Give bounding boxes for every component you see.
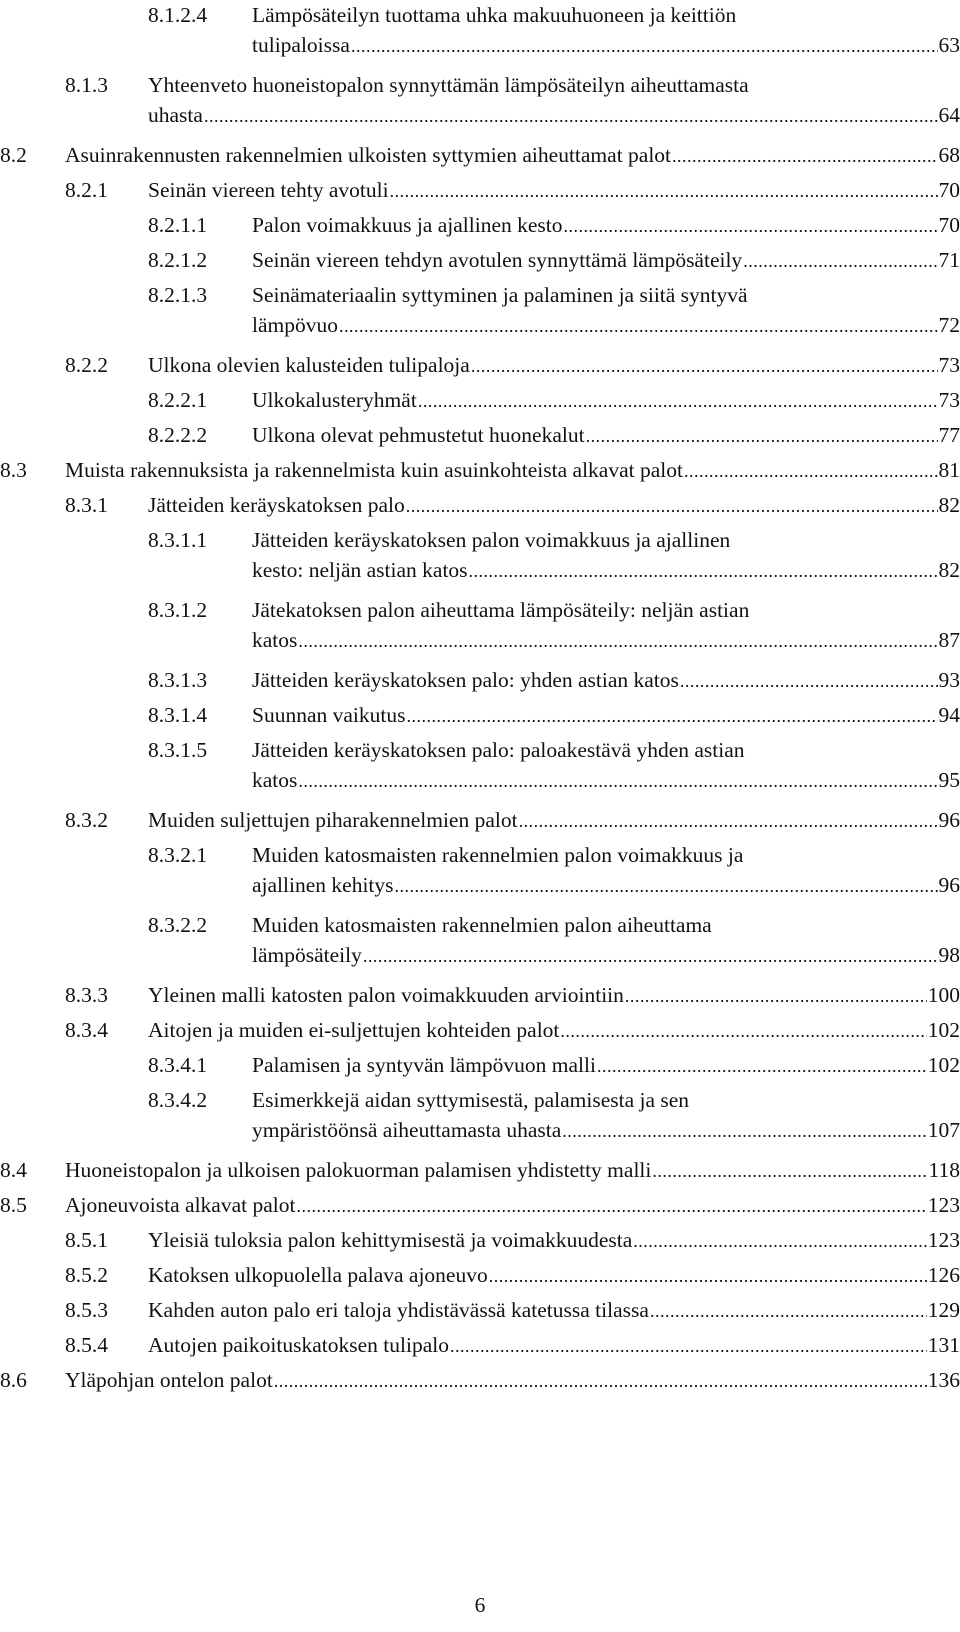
toc-entry-title-line	[252, 840, 960, 870]
toc-dot-leader	[560, 1016, 926, 1046]
toc-dot-leader	[562, 1116, 926, 1146]
toc-entry-number: 8.3.2.1	[148, 843, 208, 867]
toc-entry-line	[148, 1295, 960, 1326]
toc-entry-title: Kahden auton palo eri taloja yhdistävässä katetussa tilassa	[148, 1298, 649, 1322]
toc-page-number: 96	[938, 873, 960, 897]
toc-entry-title-line	[252, 1085, 960, 1115]
toc-entry-number: 8.5.4	[65, 1333, 108, 1357]
toc-page-number: 81	[938, 458, 960, 482]
toc-entry-title: Katoksen ulkopuolella palava ajoneuvo	[148, 1263, 488, 1287]
toc-page-number: 123	[927, 1193, 960, 1217]
toc-page-number: 73	[938, 388, 960, 412]
toc-page-number: 93	[938, 668, 960, 692]
toc-entry-number: 8.3.1	[65, 493, 108, 517]
toc-entry-number: 8.2.1.1	[148, 213, 208, 237]
toc-entry-number: 8.2.2.2	[148, 423, 208, 447]
toc-dot-leader	[298, 766, 937, 796]
toc-entry-leader-line	[148, 100, 960, 131]
toc-entry-title-continued: katos	[252, 768, 298, 792]
toc-dot-leader	[471, 351, 938, 381]
toc-page-number: 82	[938, 493, 960, 517]
toc-entry-title: Muista rakennuksista ja rakennelmista kuin asuinkohteista alkavat palot	[65, 458, 683, 482]
toc-entry-title: Yhteenveto huoneistopalon synnyttämän lämpösäteilyn aiheuttamasta	[148, 73, 749, 97]
toc-entry-line	[252, 420, 960, 451]
toc-entry-number: 8.3.1.3	[148, 668, 208, 692]
toc-dot-leader	[743, 246, 937, 276]
toc-dot-leader	[450, 1331, 927, 1361]
toc-entry-number: 8.5.2	[65, 1263, 108, 1287]
toc-entry-leader-line	[252, 1115, 960, 1146]
toc-dot-leader	[296, 1191, 926, 1221]
toc-entry[interactable]	[0, 70, 960, 130]
toc-entry-title: Muiden katosmaisten rakennelmien palon voimakkuus ja	[252, 843, 744, 867]
toc-entry-title-continued: uhasta	[148, 103, 203, 127]
toc-entry-line	[148, 175, 960, 206]
toc-entry-leader-line	[252, 310, 960, 341]
toc-entry-number: 8.3.1.1	[148, 528, 208, 552]
toc-entry-title: Aitojen ja muiden ei-suljettujen kohteiden palot	[148, 1018, 560, 1042]
toc-entry-title: Jätteiden keräyskatoksen palon voimakkuus ja ajallinen	[252, 528, 731, 552]
toc-dot-leader	[274, 1366, 927, 1396]
toc-entry-title: Lämpösäteilyn tuottama uhka makuuhuoneen ja keittiön	[252, 3, 737, 27]
toc-page-number: 118	[928, 1158, 960, 1182]
toc-entry-line	[65, 1365, 960, 1396]
toc-entry-title: Jätekatoksen palon aiheuttama lämpösäteily: neljän astian	[252, 598, 750, 622]
toc-dot-leader	[652, 1156, 927, 1186]
toc-entry-number: 8.5	[0, 1193, 27, 1217]
toc-entry[interactable]	[0, 840, 960, 900]
toc-entry-line	[252, 1050, 960, 1081]
toc-dot-leader	[339, 311, 938, 341]
toc-entry-title: Jätteiden keräyskatoksen palo: paloakestävä yhden astian	[252, 738, 745, 762]
toc-entry-line	[148, 1225, 960, 1256]
toc-page-number: 68	[938, 143, 960, 167]
toc-page-number: 102	[927, 1053, 960, 1077]
toc-entry-line	[148, 1260, 960, 1291]
toc-dot-leader	[564, 211, 938, 241]
toc-entry-number: 8.3.1.4	[148, 703, 208, 727]
toc-page-number: 63	[938, 33, 960, 57]
toc-entry-title-line	[252, 910, 960, 940]
toc-page-number: 131	[927, 1333, 960, 1357]
toc-dot-leader	[650, 1296, 927, 1326]
toc-dot-leader	[586, 421, 938, 451]
toc-entry-title: Ajoneuvoista alkavat palot	[65, 1193, 296, 1217]
toc-entry-title-continued: kesto: neljän astian katos	[252, 558, 468, 582]
toc-entry-title-continued: ympäristöönsä aiheuttamasta uhasta	[252, 1118, 562, 1142]
toc-dot-leader	[672, 141, 937, 171]
toc-entry[interactable]	[0, 910, 960, 970]
toc-entry-title-continued: katos	[252, 628, 298, 652]
toc-entry-title: Yläpohjan ontelon palot	[65, 1368, 273, 1392]
toc-entry-title: Muiden katosmaisten rakennelmien palon aiheuttama	[252, 913, 712, 937]
toc-entry-title: Seinämateriaalin syttyminen ja palaminen ja siitä syntyvä	[252, 283, 748, 307]
toc-entry-number: 8.5.1	[65, 1228, 108, 1252]
toc-entry-title: Seinän viereen tehdyn avotulen synnyttämä lämpösäteily	[252, 248, 743, 272]
toc-entry-title: Palon voimakkuus ja ajallinen kesto	[252, 213, 563, 237]
toc-entry-line	[65, 455, 960, 486]
toc-page-number: 98	[938, 943, 960, 967]
toc-entry-line	[252, 665, 960, 696]
toc-entry-title-line	[252, 735, 960, 765]
toc-entry-number: 8.5.3	[65, 1298, 108, 1322]
toc-page-number: 87	[938, 628, 960, 652]
toc-entry-number: 8.2.2	[65, 353, 108, 377]
toc-entry-line	[148, 490, 960, 521]
toc-page-number: 95	[938, 768, 960, 792]
toc-entry-title-line	[252, 280, 960, 310]
toc-entry-line	[148, 350, 960, 381]
toc-entry-title: Autojen paikoituskatoksen tulipalo	[148, 1333, 449, 1357]
toc-dot-leader	[406, 491, 938, 521]
toc-dot-leader	[633, 1226, 926, 1256]
toc-dot-leader	[390, 176, 938, 206]
toc-entry[interactable]	[0, 525, 960, 585]
toc-page-number: 64	[938, 103, 960, 127]
toc-entry[interactable]	[0, 0, 960, 60]
toc-entry-title: Ulkokalusteryhmät	[252, 388, 417, 412]
toc-entry[interactable]	[0, 735, 960, 795]
toc-page-number: 100	[927, 983, 960, 1007]
toc-entry-title-line	[252, 0, 960, 30]
toc-dot-leader	[469, 556, 938, 586]
toc-entry-number: 8.4	[0, 1158, 27, 1182]
toc-entry-line	[65, 1155, 960, 1186]
toc-entry-number: 8.3.3	[65, 983, 108, 1007]
toc-dot-leader	[298, 626, 937, 656]
toc-entry-leader-line	[252, 765, 960, 796]
toc-page-number: 70	[938, 213, 960, 237]
toc-dot-leader	[406, 701, 937, 731]
toc-entry-title: Ulkona olevien kalusteiden tulipaloja	[148, 353, 470, 377]
toc-entry-title-line	[252, 525, 960, 555]
toc-dot-leader	[363, 941, 938, 971]
toc-entry-title: Asuinrakennusten rakennelmien ulkoisten syttymien aiheuttamat palot	[65, 143, 672, 167]
toc-page-number: 96	[938, 808, 960, 832]
toc-entry-line	[148, 1015, 960, 1046]
toc-dot-leader	[204, 101, 938, 131]
toc-entry-line	[148, 805, 960, 836]
toc-entry-title: Huoneistopalon ja ulkoisen palokuorman palamisen yhdistetty malli	[65, 1158, 652, 1182]
toc-entry-line	[148, 1330, 960, 1361]
toc-page-number: 126	[927, 1263, 960, 1287]
toc-entry-title: Jätteiden keräyskatoksen palo	[148, 493, 405, 517]
toc-entry-number: 8.2.1	[65, 178, 108, 202]
toc-entry-number: 8.6	[0, 1368, 27, 1392]
toc-entry-title-continued: ajallinen kehitys	[252, 873, 394, 897]
toc-entry-line	[65, 1190, 960, 1221]
toc-dot-leader	[519, 806, 938, 836]
toc-entry-line	[252, 700, 960, 731]
toc-entry[interactable]	[0, 280, 960, 340]
toc-entry-title: Seinän viereen tehty avotuli	[148, 178, 389, 202]
toc-page-number: 102	[927, 1018, 960, 1042]
toc-dot-leader	[625, 981, 927, 1011]
toc-entry-leader-line	[252, 30, 960, 61]
toc-page-number: 82	[938, 558, 960, 582]
toc-entry-number: 8.3.1.2	[148, 598, 208, 622]
toc-entry-title-continued: tulipaloissa	[252, 33, 350, 57]
toc-entry-title: Yleinen malli katosten palon voimakkuuden arviointiin	[148, 983, 624, 1007]
toc-entry-number: 8.3.1.5	[148, 738, 208, 762]
toc-page-number: 77	[938, 423, 960, 447]
toc-entry-leader-line	[252, 870, 960, 901]
toc-entry-line	[148, 980, 960, 1011]
toc-dot-leader	[680, 666, 938, 696]
toc-page-number: 73	[938, 353, 960, 377]
toc-page-number: 70	[938, 178, 960, 202]
toc-entry-number: 8.2.1.3	[148, 283, 208, 307]
toc-page-number: 72	[938, 313, 960, 337]
toc-entry-title: Palamisen ja syntyvän lämpövuon malli	[252, 1053, 596, 1077]
toc-entry-title: Esimerkkejä aidan syttymisestä, palamisesta ja sen	[252, 1088, 690, 1112]
toc-entry-leader-line	[252, 940, 960, 971]
toc-entry-number: 8.3.2.2	[148, 913, 208, 937]
toc-entry-line	[252, 210, 960, 241]
toc-entry-leader-line	[252, 625, 960, 656]
toc-entry-number: 8.3.2	[65, 808, 108, 832]
toc-entry-leader-line	[252, 555, 960, 586]
toc-entry-line	[252, 385, 960, 416]
toc-entry-number: 8.1.3	[65, 73, 108, 97]
toc-dot-leader	[351, 31, 938, 61]
toc-dot-leader	[684, 456, 938, 486]
toc-entry-title: Yleisiä tuloksia palon kehittymisestä ja voimakkuudesta	[148, 1228, 633, 1252]
toc-entry[interactable]	[0, 1085, 960, 1145]
toc-entry-number: 8.3	[0, 458, 27, 482]
toc-entry-title-continued: lämpösäteily	[252, 943, 362, 967]
toc-entry-title: Jätteiden keräyskatoksen palo: yhden astian katos	[252, 668, 679, 692]
toc-entry-line	[65, 140, 960, 171]
toc-page-number: 107	[927, 1118, 960, 1142]
toc-page-number: 129	[927, 1298, 960, 1322]
toc-dot-leader	[418, 386, 938, 416]
toc-page-number: 123	[927, 1228, 960, 1252]
toc-page-number: 94	[938, 703, 960, 727]
toc-entry-title-line	[252, 595, 960, 625]
toc-entry-number: 8.1.2.4	[148, 3, 208, 27]
toc-page-number: 136	[927, 1368, 960, 1392]
toc-entry-number: 8.2.1.2	[148, 248, 208, 272]
toc-entry-number: 8.3.4	[65, 1018, 108, 1042]
toc-entry-title-continued: lämpövuo	[252, 313, 338, 337]
toc-entry-line	[252, 245, 960, 276]
toc-entry-title-line	[148, 70, 960, 100]
toc-entry[interactable]	[0, 595, 960, 655]
toc-entry-number: 8.3.4.2	[148, 1088, 208, 1112]
page-footer-number: 6	[474, 1593, 486, 1617]
toc-entry-number: 8.2	[0, 143, 27, 167]
toc-entry-title: Suunnan vaikutus	[252, 703, 406, 727]
toc-entry-number: 8.3.4.1	[148, 1053, 208, 1077]
toc-dot-leader	[395, 871, 938, 901]
toc-page-number: 71	[938, 248, 960, 272]
toc-entry-title: Muiden suljettujen piharakennelmien palot	[148, 808, 518, 832]
toc-entry-title: Ulkona olevat pehmustetut huonekalut	[252, 423, 585, 447]
toc-dot-leader	[597, 1051, 927, 1081]
toc-dot-leader	[489, 1261, 927, 1291]
toc-entry-number: 8.2.2.1	[148, 388, 208, 412]
